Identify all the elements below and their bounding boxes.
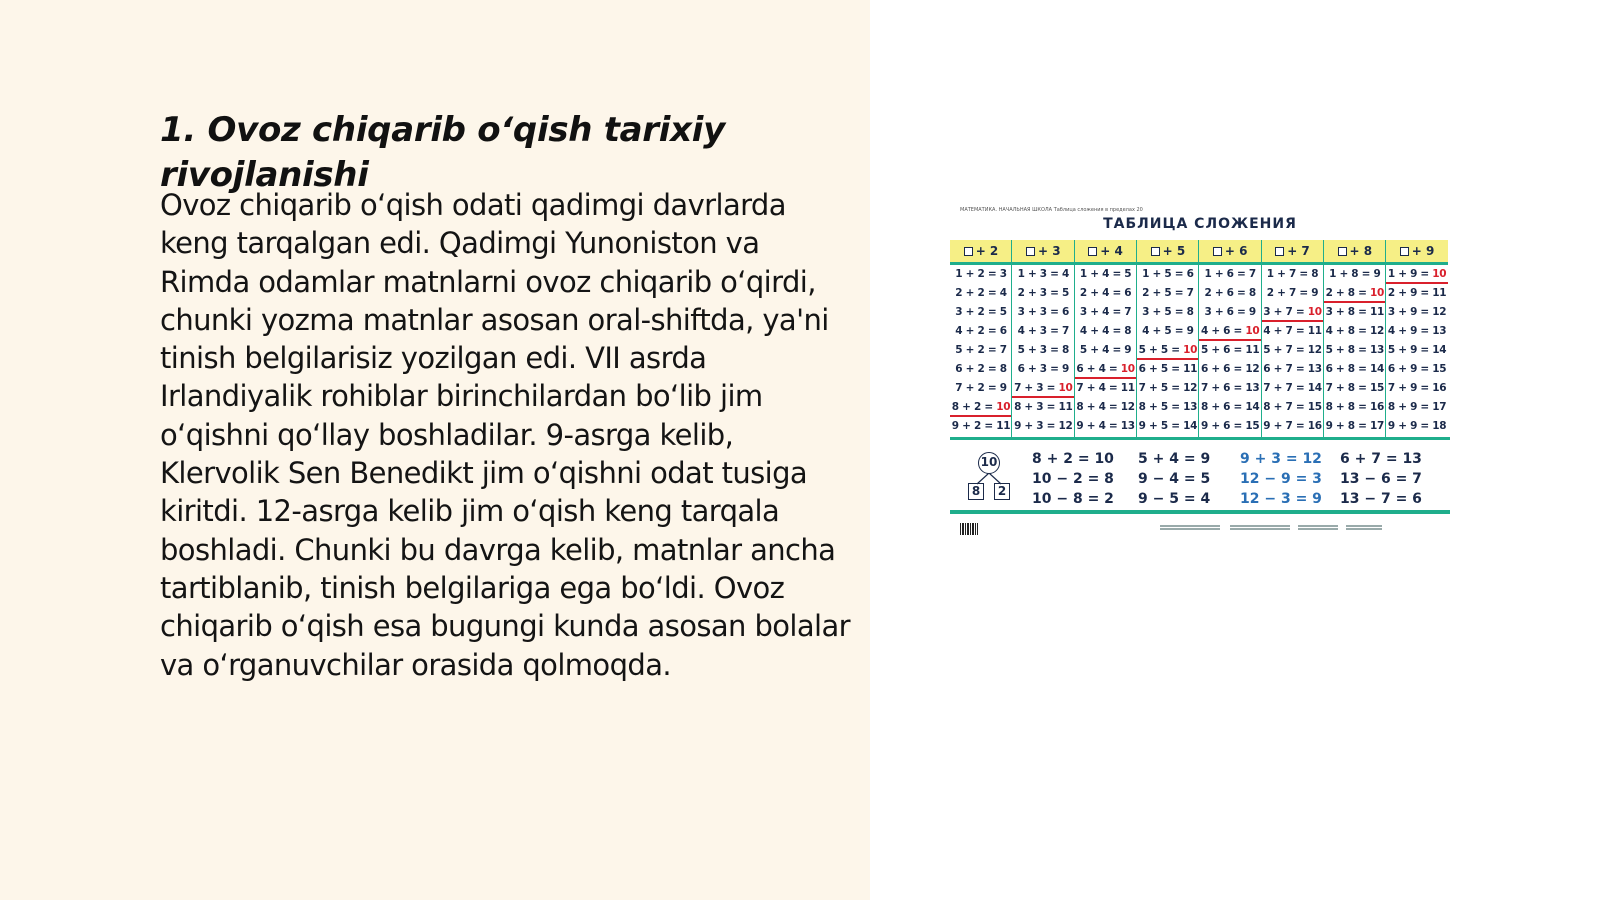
grid-cell: 8 + 6 = 14 [1200,401,1260,413]
grid-cell: 6 + 5 = 11 [1138,363,1198,375]
footer-fineprint [1160,525,1220,533]
footer-fineprint [1298,525,1338,533]
example-group [1340,449,1422,509]
grid-cell: 5 + 6 = 11 [1200,344,1260,356]
grid-cell: 6 + 9 = 15 [1387,363,1447,375]
addition-table-poster [948,203,1452,541]
grid-cell: 8 + 7 = 15 [1263,401,1322,413]
grid-cell: 3 + 2 = 5 [955,306,1007,318]
grid-cell: 2 + 7 = 9 [1266,287,1319,299]
grid-cell: 6 + 4 = 10 [1075,360,1137,379]
grid-column-header [1075,240,1137,265]
grid-cell: 1 + 4 = 5 [1079,268,1132,280]
grid-cell: 8 + 2 = 10 [950,398,1012,417]
example-equation: 13 − 7 = 6 [1340,491,1422,507]
grid-cell: 1 + 9 = 10 [1386,265,1448,284]
grid-column [1324,240,1386,436]
grid-divider [1385,240,1386,440]
grid-cell: 4 + 5 = 9 [1142,325,1194,337]
example-equation: 9 − 5 = 4 [1138,491,1211,507]
example-equation: 5 + 4 = 9 [1138,451,1211,467]
blank-box-icon [1338,247,1347,256]
grid-cell: 2 + 4 = 6 [1079,287,1132,299]
example-equation: 9 − 4 = 5 [1138,471,1211,487]
grid-cell: 8 + 9 = 17 [1387,401,1447,413]
grid-divider [1198,240,1199,440]
grid-cell: 2 + 3 = 5 [1017,287,1070,299]
grid-column-header-label: + 9 [1411,244,1435,258]
grid-cell: 5 + 3 = 8 [1017,344,1070,356]
example-equation: 10 − 8 = 2 [1032,491,1114,507]
grid-cell: 2 + 5 = 7 [1142,287,1194,299]
grid-cell: 1 + 5 = 6 [1142,268,1194,280]
blank-box-icon [1213,247,1222,256]
example-equation: 9 + 3 = 12 [1240,451,1322,467]
grid-column [1386,240,1448,436]
grid-column-header [1199,240,1261,265]
grid-divider [1323,240,1324,440]
grid-column-header-label: + 5 [1162,244,1186,258]
grid-column-header-label: + 8 [1349,244,1373,258]
grid-cell: 1 + 7 = 8 [1266,268,1319,280]
grid-cell: 5 + 9 = 14 [1387,344,1447,356]
grid-cell: 5 + 7 = 12 [1263,344,1322,356]
grid-column-header-label: + 2 [975,244,999,258]
grid-cell: 7 + 2 = 9 [955,382,1007,394]
grid-column-header [1012,240,1074,265]
grid-cell: 3 + 9 = 12 [1387,306,1447,318]
grid-cell: 8 + 5 = 13 [1138,401,1198,413]
grid-column-header [1137,240,1199,265]
grid-cell: 1 + 3 = 4 [1017,268,1070,280]
grid-divider [1261,240,1262,440]
footer-fineprint [1230,525,1290,533]
poster-divider [950,437,1450,440]
grid-cell: 2 + 2 = 4 [955,287,1007,299]
grid-cell: 4 + 6 = 10 [1199,322,1261,341]
grid-cell: 8 + 4 = 12 [1076,401,1135,413]
poster-footer [960,523,1440,537]
example-circle: 10 [978,452,1000,474]
example-group [1240,449,1322,509]
grid-cell: 5 + 2 = 7 [955,344,1007,356]
grid-column-header-label: + 3 [1038,244,1061,258]
example-equation: 10 − 2 = 8 [1032,471,1114,487]
grid-divider [1136,240,1137,440]
grid-cell: 7 + 8 = 15 [1325,382,1385,394]
grid-cell: 9 + 7 = 16 [1263,420,1322,432]
example-equation: 6 + 7 = 13 [1340,451,1422,467]
grid-cell: 7 + 5 = 12 [1138,382,1198,394]
grid-cell: 2 + 9 = 11 [1387,287,1447,299]
grid-cell: 4 + 2 = 6 [955,325,1007,337]
example-equation: 12 − 9 = 3 [1240,471,1322,487]
grid-column-header [1386,240,1448,265]
grid-cell: 3 + 8 = 11 [1325,306,1385,318]
grid-cell: 1 + 6 = 7 [1204,268,1256,280]
example-group [1138,449,1210,509]
grid-cell: 1 + 2 = 3 [955,268,1007,280]
barcode-icon [960,523,978,535]
grid-column-header-label: + 4 [1100,244,1123,258]
grid-column-header-label: + 7 [1287,244,1310,258]
example-connector-lines [968,473,1018,485]
grid-cell: 7 + 6 = 13 [1200,382,1260,394]
grid-cell: 9 + 3 = 12 [1014,420,1073,432]
grid-cell: 6 + 7 = 13 [1263,363,1322,375]
grid-column [1075,240,1137,436]
grid-cell: 6 + 3 = 9 [1017,363,1070,375]
blank-box-icon [964,247,973,256]
grid-cell: 9 + 8 = 17 [1325,420,1385,432]
grid-cell: 3 + 5 = 8 [1142,306,1194,318]
grid-cell: 7 + 7 = 14 [1263,382,1322,394]
grid-column-header-label: + 6 [1224,244,1248,258]
grid-column [1262,240,1324,436]
grid-cell: 3 + 6 = 9 [1204,306,1256,318]
example-box-b: 2 [994,483,1010,500]
grid-cell: 4 + 8 = 12 [1325,325,1385,337]
example-equation: 12 − 3 = 9 [1240,491,1322,507]
example-group [1032,449,1114,509]
grid-cell: 4 + 3 = 7 [1017,325,1070,337]
blank-box-icon [1088,247,1097,256]
grid-column [950,240,1012,436]
grid-cell: 8 + 8 = 16 [1325,401,1385,413]
blank-box-icon [1275,247,1284,256]
grid-cell: 1 + 8 = 9 [1329,268,1381,280]
blank-box-icon [1151,247,1160,256]
poster-header-line: МАТЕМАТИКА. НАЧАЛЬНАЯ ШКОЛА Таблица сложения в пределах 20 [960,207,1143,213]
grid-column [1137,240,1199,436]
grid-cell: 3 + 4 = 7 [1079,306,1132,318]
grid-cell: 9 + 2 = 11 [951,420,1011,432]
grid-cell: 6 + 2 = 8 [955,363,1007,375]
grid-cell: 9 + 6 = 15 [1200,420,1260,432]
blank-box-icon [1400,247,1409,256]
examples-area [950,443,1450,519]
grid-cell: 9 + 4 = 13 [1076,420,1135,432]
grid-cell: 7 + 4 = 11 [1076,382,1135,394]
grid-cell: 4 + 9 = 13 [1387,325,1447,337]
grid-cell: 6 + 6 = 12 [1200,363,1260,375]
grid-divider [1011,240,1012,440]
grid-column-header [1262,240,1324,265]
grid-column-header [950,240,1012,265]
grid-cell: 2 + 6 = 8 [1204,287,1256,299]
grid-column [1199,240,1261,436]
grid-cell: 3 + 3 = 6 [1017,306,1070,318]
grid-cell: 4 + 7 = 11 [1263,325,1322,337]
grid-cell: 4 + 4 = 8 [1079,325,1132,337]
grid-cell: 5 + 4 = 9 [1079,344,1132,356]
example-equation: 13 − 6 = 7 [1340,471,1422,487]
grid-divider [1074,240,1075,440]
poster-bottom-rule [950,510,1450,514]
grid-cell: 2 + 8 = 10 [1324,284,1386,303]
grid-cell: 8 + 3 = 11 [1014,401,1073,413]
example-equation: 8 + 2 = 10 [1032,451,1114,467]
slide-body-text: Ovoz chiqarib oʻqish odati qadimgi davrlarda keng tarqalgan edi. Qadimgi Yunoniston va Rimda odamlar matnlarni ovoz chiqarib oʻqirdi, chunki yozma matnlar asosan oral-shiftda, ya'ni tinish belgilarisiz yozilgan edi. VII asrda Irlandiyalik rohiblar birinchilardan boʻlib jim oʻqishni qoʻllay boshladilar. 9-asrga kelib, Klervolik Sen Benedikt jim oʻqishni odat tusiga kiritdi. 12-asrga kelib jim oʻqish keng tarqala boshladi. Chunki bu davrga kelib, matnlar ancha tartiblanib, tinish belgilariga ega boʻldi. Ovoz chiqarib oʻqish esa bugungi kunda asosan bolalar va oʻrganuvchilar orasida qolmoqda. [160,188,850,682]
grid-cell: 9 + 9 = 18 [1387,420,1447,432]
blank-box-icon [1026,247,1035,256]
grid-cell: 7 + 3 = 10 [1012,379,1074,398]
grid-cell: 5 + 8 = 13 [1325,344,1385,356]
grid-cell: 3 + 7 = 10 [1262,303,1324,322]
grid-cell: 7 + 9 = 16 [1387,382,1447,394]
grid-column [1012,240,1074,436]
grid-cell: 6 + 8 = 14 [1325,363,1385,375]
footer-fineprint [1346,525,1382,533]
slide-title: 1. Ovoz chiqarib oʻqish tarixiy rivojlanishi [160,110,725,195]
grid-cell: 9 + 5 = 14 [1138,420,1198,432]
example-box-a: 8 [968,483,984,500]
poster-title: ТАБЛИЦА СЛОЖЕНИЯ [1103,216,1297,232]
grid-cell: 5 + 5 = 10 [1137,341,1199,360]
grid-column-header [1324,240,1386,265]
